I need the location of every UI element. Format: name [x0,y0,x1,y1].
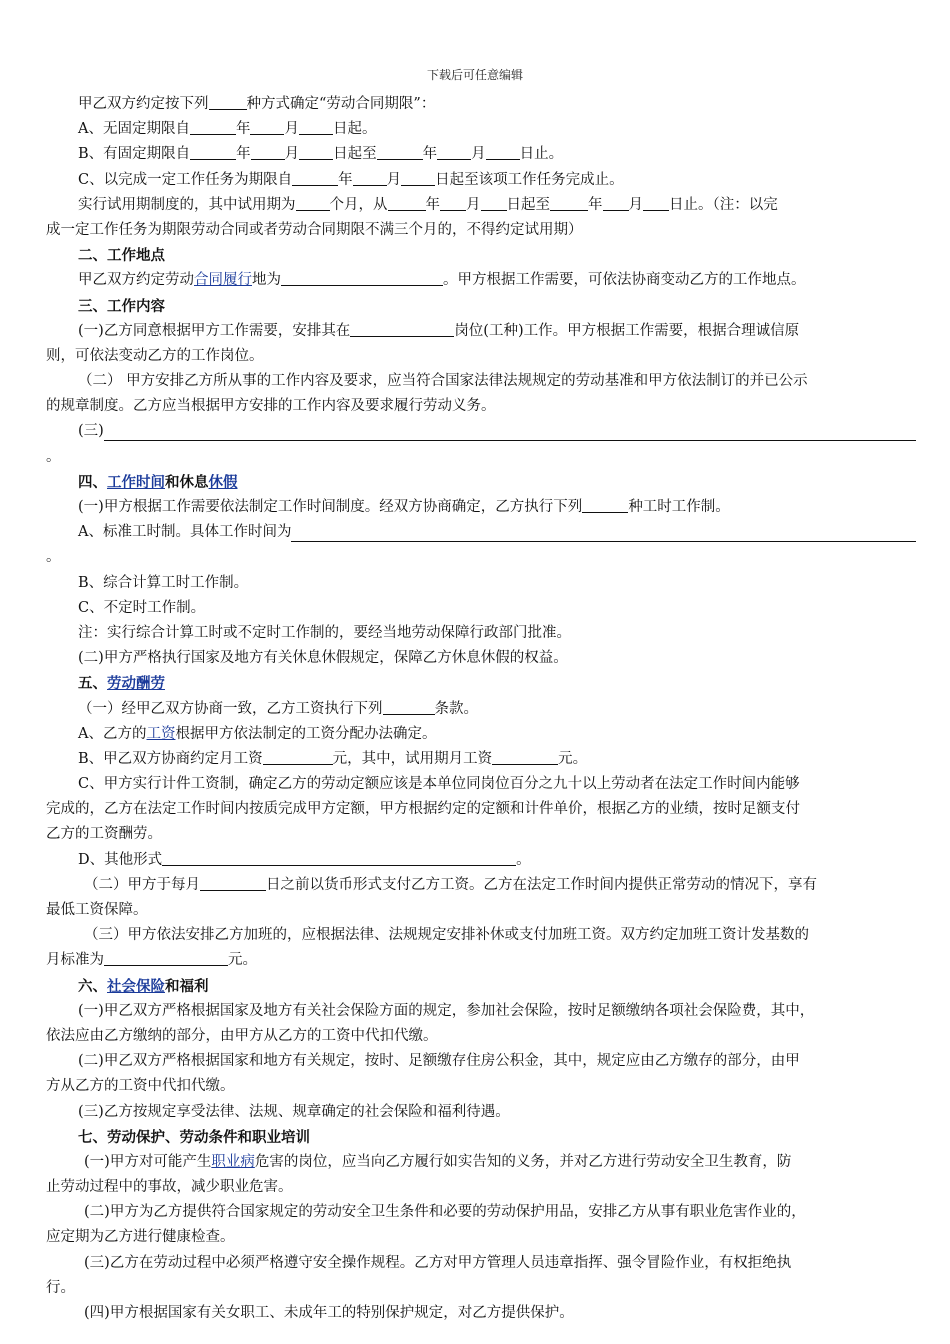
blank-field[interactable] [299,142,333,160]
section-heading: 五、劳动酬劳 [78,675,165,693]
document-body [46,92,916,1326]
contract-link[interactable]: 合同履行 [194,272,252,289]
protection-p3-cont: 行。 [46,1279,75,1296]
protection-p2: (二)甲方为乙方提供符合国家规定的劳动安全卫生条件和必要的劳动保护用品，安排乙方从事有职业危害作业的， [84,1204,806,1221]
line-end-mark: 。 [46,448,61,465]
social-insurance-link[interactable]: 社会保险 [107,977,165,995]
blank-field[interactable] [162,848,516,866]
blank-field[interactable] [486,142,520,160]
blank-field[interactable] [104,948,228,966]
work-content-p2: （二） 甲方安排乙方所从事的工作内容及要求，应当符合国家法律法规规定的劳动基准和甲方依法制订的并已公示 [78,373,808,390]
work-content-p1: (一)乙方同意根据甲方工作需要，安排其在 岗位(工种)工作。甲方根据工作需要，根据合理诚信原 [46,319,916,344]
protection-p1-cont: 止劳动过程中的事故，减少职业危害。 [46,1179,293,1196]
insurance-p1: (一)甲乙双方严格根据国家及地方有关社会保险方面的规定，参加社会保险，按时足额缴纳各项社会保险费，其中， [78,1002,815,1019]
blank-field[interactable] [190,117,236,135]
wage-p3-cont: 月标准为 元。 [46,948,916,973]
blank-field[interactable] [377,142,423,160]
blank-field[interactable] [643,193,669,211]
blank-field[interactable] [200,873,266,891]
blank-field[interactable] [481,193,507,211]
contract-term-intro: 甲乙双方约定按下列 种方式确定“劳动合同期限”： [46,92,916,117]
wage-option-b: B、甲乙双方协商约定月工资 元，其中，试用期月工资 元。 [46,747,916,772]
insurance-p1-cont: 依法应由乙方缴纳的部分，由甲方从乙方的工资中代扣代缴。 [46,1027,438,1044]
work-content-p2-cont: 的规章制度。乙方应当根据甲方安排的工作内容及要求履行劳动义务。 [46,398,496,415]
option-c-line: C、不定时工作制。 [78,599,206,616]
line-end-mark: 。 [46,549,61,566]
section-heading: 三、工作内容 [78,297,165,315]
wage-option-c-cont: 完成的，乙方在法定工作时间内按质完成甲方定额，甲方根据约定的定额和计件单价，根据乙方的业绩，按时足额支付 [46,801,800,818]
remuneration-link[interactable]: 劳动酬劳 [107,675,165,693]
work-content-p1-cont: 则，可依法变动乙方的工作岗位。 [46,347,264,364]
protection-p3: (三)乙方在劳动过程中必须严格遵守安全操作规程。乙方对甲方管理人员违章指挥、强令冒险作业，有权拒绝执 [84,1254,792,1271]
section-heading: 六、社会保险和福利 [78,977,209,995]
blank-field[interactable] [263,747,333,765]
insurance-p2-cont: 方从乙方的工资中代扣代缴。 [46,1078,235,1095]
insurance-p2: (二)甲乙双方严格根据国家和地方有关规定，按时、足额缴存住房公积金，其中，规定应由乙方缴存的部分，由甲 [78,1053,800,1070]
blank-field[interactable] [296,193,330,211]
wage-p2: （二）甲方于每月 日之前以货币形式支付乙方工资。乙方在法定工作时间内提供正常劳动的情况下，享有 [46,873,916,898]
wage-option-c: C、甲方实行计件工资制，确定乙方的劳动定额应该是本单位同岗位百分之九十以上劳动者在法定工作时间内能够 [78,776,800,793]
probation-line: 实行试用期制度的，其中试用期为 个月，从 年 月 日起至 年 月 日止。（注：以完 [46,193,916,218]
work-time-link[interactable]: 工作时间 [107,473,165,491]
wage-p1: （一）经甲乙双方协商一致，乙方工资执行下列 条款。 [46,697,916,722]
wage-p2-cont: 最低工资保障。 [46,902,148,918]
wage-option-d: D、其他形式 。 [46,848,916,873]
blank-field[interactable] [388,193,426,211]
section-heading: 二、工作地点 [78,247,165,265]
protection-p1: (一)甲方对可能产生职业病危害的岗位，应当向乙方履行如实告知的义务，并对乙方进行劳动安全卫生教育，防 [84,1153,792,1170]
blank-field[interactable] [603,193,629,211]
standard-hours-line: A、标准工时制。具体工作时间为 [46,520,916,545]
blank-field[interactable] [104,423,916,441]
option-c-line: C、以完成一定工作任务为期限自 年 月 日起至该项工作任务完成止。 [46,168,916,193]
occupational-disease-link[interactable]: 职业病 [211,1153,255,1170]
vacation-link[interactable]: 休假 [208,473,238,491]
blank-field[interactable] [492,747,558,765]
blank-field[interactable] [550,193,588,211]
approval-note: 注：实行综合计算工时或不定时工作制的，要经当地劳动保障行政部门批准。 [78,624,571,641]
work-hours-p1: (一)甲方根据工作需要依法制定工作时间制度。经双方协商确定，乙方执行下列 种工时工作制。 [46,495,916,520]
option-a-line: A、无固定期限自 年 月 日起。 [46,117,916,142]
option-b-line: B、有固定期限自 年 月 日起至 年 月 日止。 [46,142,916,167]
wage-option-c-cont: 乙方的工资酬劳。 [46,826,162,843]
work-content-p3: (三) [46,419,916,444]
probation-note: 成一定工作任务为期限劳动合同或者劳动合同期限不满三个月的，不得约定试用期） [46,221,583,238]
blank-field[interactable] [437,142,471,160]
option-b-line: B、综合计算工时工作制。 [78,574,249,591]
blank-field[interactable] [299,117,333,135]
wage-option-a: A、乙方的工资根据甲方依法制定的工资分配办法确定。 [78,725,437,742]
protection-p2-cont: 应定期为乙方进行健康检查。 [46,1229,235,1246]
blank-field[interactable] [251,142,285,160]
blank-field[interactable] [190,142,236,160]
section-heading: 四、工作时间和休息休假 [78,473,238,491]
blank-field[interactable] [383,697,435,715]
blank-field[interactable] [250,117,284,135]
page-header: 下载后可任意编辑 [426,68,523,82]
insurance-p3: (三)乙方按规定享受法律、法规、规章确定的社会保险和福利待遇。 [78,1103,510,1120]
blank-field[interactable] [292,168,338,186]
blank-field[interactable] [440,193,466,211]
wage-p3: （三）甲方依法安排乙方加班的，应根据法律、法规规定安排补休或支付加班工资。双方约定加班工资计发基数的 [84,927,809,944]
wage-link[interactable]: 工资 [146,725,176,742]
blank-field[interactable] [281,268,443,286]
blank-field[interactable] [291,524,916,542]
protection-p4: (四)甲方根据国家有关女职工、未成年工的特别保护规定，对乙方提供保护。 [84,1305,574,1321]
blank-field[interactable] [350,319,454,337]
section-heading: 七、劳动保护、劳动条件和职业培训 [78,1128,310,1146]
work-location-line: 甲乙双方约定劳动合同履行地为 。甲方根据工作需要，可依法协商变动乙方的工作地点。 [46,268,916,293]
blank-field[interactable] [353,168,387,186]
blank-field[interactable] [209,92,247,110]
work-hours-p2: (二)甲方严格执行国家及地方有关休息休假规定，保障乙方休息休假的权益。 [78,650,568,667]
blank-field[interactable] [582,495,628,513]
blank-field[interactable] [401,168,435,186]
